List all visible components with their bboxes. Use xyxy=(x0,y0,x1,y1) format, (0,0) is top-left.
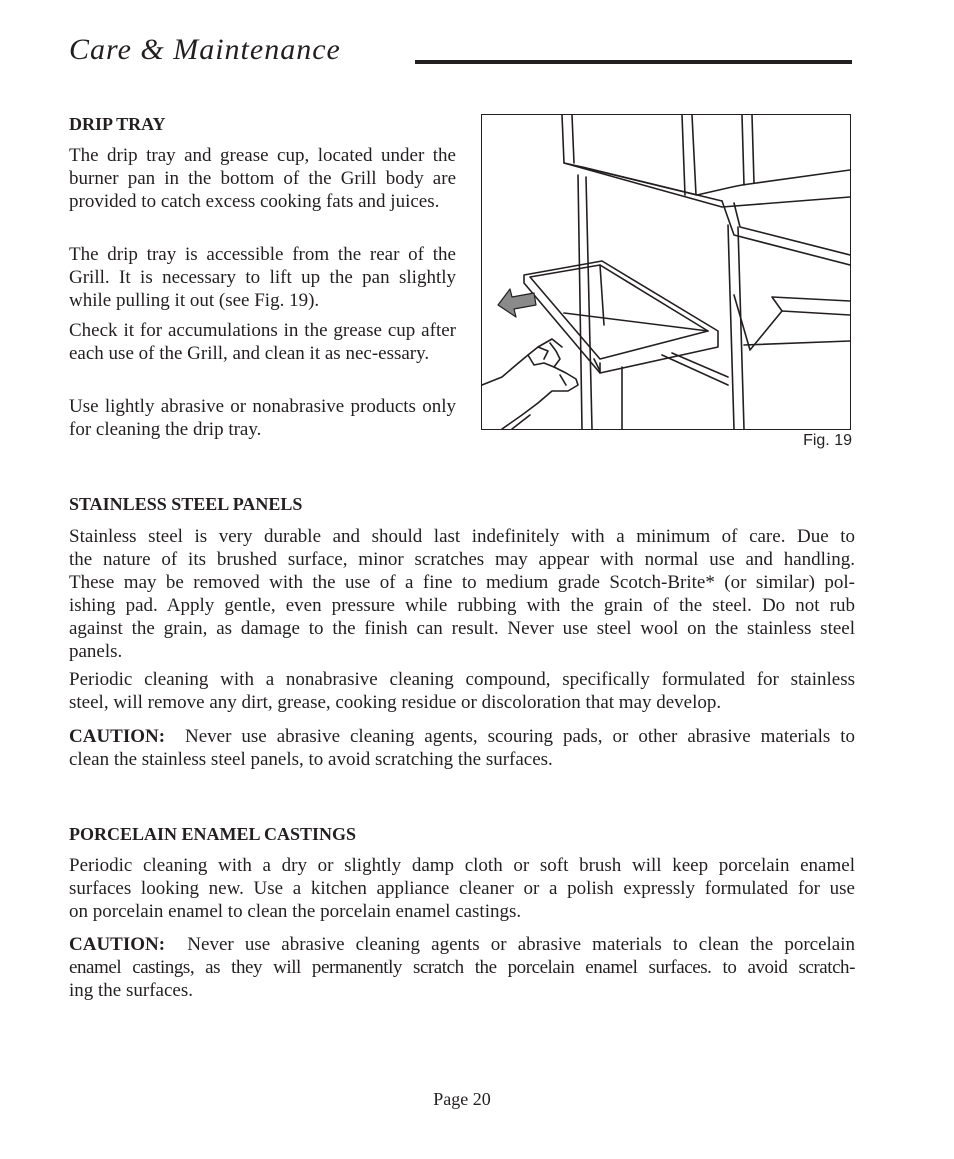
text-line xyxy=(69,933,855,956)
text-line: Stainless steel is very durable and should last indefinitely with a minimum of care. Due to xyxy=(69,526,855,547)
stainless-paragraph-2 xyxy=(69,668,855,714)
text-line: Periodic cleaning with a dry or slightly damp cloth or soft brush will keep porcelain enamel xyxy=(69,855,855,876)
porcelain-caution xyxy=(69,933,855,1002)
text-line: clean the stainless steel panels, to avoid scratching the surfaces. xyxy=(69,749,553,770)
drip-tray-heading: DRIP TRAY xyxy=(69,114,166,134)
caution-label: CAUTION: xyxy=(69,934,166,955)
stainless-paragraph-1 xyxy=(69,525,855,663)
text-line xyxy=(69,725,855,748)
porcelain-heading: PORCELAIN ENAMEL CASTINGS xyxy=(69,824,357,844)
caution-text: Never use abrasive cleaning agents, scouring pads, or other abrasive materials to xyxy=(185,726,856,747)
drip-tray-paragraph-1: The drip tray and grease cup, located under the burner pan in the bottom of the Grill body are provided to catch excess cooking fats and juices. xyxy=(69,145,456,212)
drip-tray-paragraph-4: Use lightly abrasive or nonabrasive products only for cleaning the drip tray. xyxy=(69,396,456,440)
text-line: Periodic cleaning with a nonabrasive cleaning compound, specifically formulated for stainless xyxy=(69,669,855,690)
pull-arrow-icon xyxy=(498,289,536,317)
text-line: ishing pad. Apply gentle, even pressure while rubbing with the grain of the steel. Do not rub xyxy=(69,595,855,616)
stainless-heading: STAINLESS STEEL PANELS xyxy=(69,494,303,514)
caution-label: CAUTION: xyxy=(69,726,166,747)
text-line: panels. xyxy=(69,641,123,662)
drip-tray-paragraph-2: The drip tray is accessible from the rear of the Grill. It is necessary to lift up the pan slightly while pulling it out (see Fig. 19). xyxy=(69,244,456,311)
text-line: the nature of its brushed surface, minor scratches may appear with normal use and handling. xyxy=(69,549,855,570)
page-title: Care & Maintenance xyxy=(69,33,341,66)
text-line: enamel castings, as they will permanently scratch the porcelain enamel surfaces. to avoid scratch- xyxy=(69,957,855,978)
text-line: steel, will remove any dirt, grease, cooking residue or discoloration that may develop. xyxy=(69,692,722,713)
text-line: against the grain, as damage to the finish can result. Never use steel wool on the stainless steel xyxy=(69,618,855,639)
page-number: Page 20 xyxy=(433,1089,491,1109)
caution-text: Never use abrasive cleaning agents or abrasive materials to clean the porcelain xyxy=(187,934,856,955)
drip-tray-illustration xyxy=(482,115,850,429)
drip-tray-figure xyxy=(481,114,851,430)
text-line: These may be removed with the use of a fine to medium grade Scotch-Brite* (or similar) pol- xyxy=(69,572,855,593)
figure-caption: Fig. 19 xyxy=(803,432,852,449)
text-line: ing the surfaces. xyxy=(69,980,193,1001)
text-line: on porcelain enamel to clean the porcelain enamel castings. xyxy=(69,901,522,922)
porcelain-paragraph-1 xyxy=(69,854,855,923)
drip-tray-paragraph-3: Check it for accumulations in the grease cup after each use of the Grill, and clean it as nec-essary. xyxy=(69,320,456,364)
header-rule xyxy=(415,60,852,64)
stainless-caution xyxy=(69,725,855,771)
text-line: surfaces looking new. Use a kitchen appliance cleaner or a polish expressly formulated for use xyxy=(69,878,855,899)
